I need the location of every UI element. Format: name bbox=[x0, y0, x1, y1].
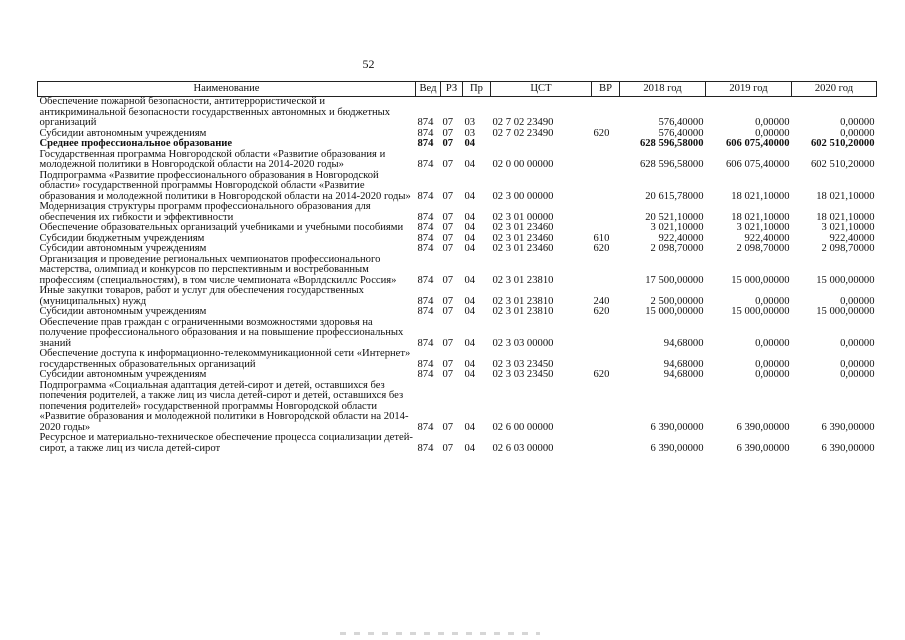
cell-pr: 04 bbox=[464, 138, 476, 149]
scan-artifact bbox=[340, 632, 540, 635]
cell-name: Подпрограмма «Развитие профессионального образования в Новгородской области» государственной программы Новгородской области «Развитие образования и молодежной политики в Новгородской области на 2014-2020 годы» bbox=[39, 169, 411, 202]
cell-y2019: 922,40000 bbox=[744, 232, 790, 244]
cell-y2020: 6 390,00000 bbox=[821, 421, 875, 433]
cell-pr: 04 bbox=[464, 274, 476, 286]
cell-pr: 04 bbox=[464, 337, 476, 349]
cell-ved: 874 bbox=[417, 232, 434, 244]
cell-ved: 874 bbox=[417, 222, 434, 233]
cell-y2018: 628 596,58000 bbox=[639, 138, 704, 149]
cell-y2018: 2 500,00000 bbox=[650, 295, 704, 307]
cell-ved: 874 bbox=[417, 442, 434, 454]
cell-y2019: 0,00000 bbox=[755, 295, 790, 307]
table-row bbox=[38, 223, 877, 234]
table-body bbox=[38, 97, 877, 455]
cell-name: Обеспечение доступа к информационно-телекоммуникационной сети «Интернет» государственных образовательных организаций bbox=[39, 348, 411, 370]
cell-vr: 620 bbox=[593, 127, 610, 139]
cell-pr: 04 bbox=[464, 190, 476, 202]
table-row bbox=[38, 370, 877, 381]
cell-y2018: 6 390,00000 bbox=[650, 442, 704, 454]
table-row bbox=[38, 139, 877, 150]
cell-y2020: 6 390,00000 bbox=[821, 442, 875, 454]
cell-ved: 874 bbox=[417, 127, 434, 139]
page-number: 52 bbox=[362, 57, 375, 71]
table-row bbox=[38, 307, 877, 318]
cell-y2018: 15 000,00000 bbox=[645, 306, 704, 317]
cell-y2018: 922,40000 bbox=[658, 232, 704, 244]
table-row bbox=[38, 349, 877, 370]
table-row bbox=[38, 97, 877, 129]
cell-y2020: 0,00000 bbox=[840, 337, 875, 349]
cell-y2019: 18 021,10000 bbox=[731, 190, 790, 202]
cell-y2020: 0,00000 bbox=[840, 369, 875, 380]
cell-name: Субсидии автономным учреждениям bbox=[39, 369, 207, 380]
cell-vr bbox=[592, 349, 620, 370]
cell-rz: 07 bbox=[442, 274, 454, 286]
cell-y2020: 0,00000 bbox=[840, 117, 875, 128]
cell-cst: 02 3 01 23460 bbox=[492, 222, 554, 233]
table-row bbox=[38, 433, 877, 454]
cell-pr: 03 bbox=[464, 127, 476, 139]
cell-y2020: 2 098,70000 bbox=[821, 243, 875, 254]
cell-vr bbox=[592, 139, 620, 150]
header-pr: Пр bbox=[463, 82, 491, 97]
cell-y2018: 94,68000 bbox=[663, 337, 704, 349]
cell-y2018: 576,40000 bbox=[658, 117, 704, 128]
cell-rz: 07 bbox=[442, 138, 454, 149]
cell-name: Ресурсное и материально-техническое обеспечение процесса социализации детей-сирот, а также лиц из числа детей-сирот bbox=[39, 432, 413, 454]
header-ved: Вед bbox=[416, 82, 441, 97]
cell-rz: 07 bbox=[442, 232, 454, 244]
cell-pr: 04 bbox=[464, 211, 476, 223]
cell-name: Субсидии автономным учреждениям bbox=[39, 127, 207, 139]
cell-rz: 07 bbox=[442, 295, 454, 307]
cell-y2020: 922,40000 bbox=[829, 232, 875, 244]
cell-cst: 02 6 03 00000 bbox=[492, 442, 554, 454]
cell-vr: 610 bbox=[593, 232, 610, 244]
cell-cst: 02 3 00 00000 bbox=[492, 190, 554, 202]
cell-y2020: 602 510,20000 bbox=[810, 138, 875, 149]
cell-pr: 04 bbox=[464, 442, 476, 454]
cell-y2019: 15 000,00000 bbox=[731, 306, 790, 317]
cell-y2019: 0,00000 bbox=[755, 358, 790, 370]
cell-rz: 07 bbox=[442, 442, 454, 454]
cell-cst: 02 3 01 23810 bbox=[492, 306, 554, 317]
header-2018: 2018 год bbox=[620, 82, 706, 97]
cell-ved: 874 bbox=[417, 306, 434, 317]
cell-vr bbox=[592, 171, 620, 203]
cell-name: Модернизация структуры программ профессионального образования для обеспечения их гибкости и эффективности bbox=[39, 201, 371, 223]
table-row bbox=[38, 150, 877, 171]
cell-y2019: 3 021,10000 bbox=[736, 222, 790, 233]
cell-pr: 04 bbox=[464, 232, 476, 244]
cell-rz: 07 bbox=[442, 159, 454, 170]
cell-cst: 02 0 00 00000 bbox=[492, 159, 554, 170]
cell-name: Иные закупки товаров, работ и услуг для обеспечения государственных (муниципальных) нужд bbox=[39, 285, 364, 307]
cell-y2018: 94,68000 bbox=[663, 358, 704, 370]
cell-y2018: 94,68000 bbox=[663, 369, 704, 380]
cell-name: Субсидии автономным учреждениям bbox=[39, 243, 207, 254]
header-name: Наименование bbox=[38, 82, 416, 97]
cell-pr: 04 bbox=[464, 295, 476, 307]
cell-cst bbox=[491, 139, 592, 150]
cell-rz: 07 bbox=[442, 190, 454, 202]
cell-y2019: 0,00000 bbox=[755, 337, 790, 349]
cell-rz: 07 bbox=[442, 222, 454, 233]
cell-y2018: 20 615,78000 bbox=[645, 190, 704, 202]
cell-rz: 07 bbox=[442, 243, 454, 254]
cell-y2020: 18 021,10000 bbox=[816, 190, 875, 202]
cell-rz: 07 bbox=[442, 369, 454, 380]
cell-y2020: 602 510,20000 bbox=[810, 159, 875, 170]
cell-cst: 02 3 01 23460 bbox=[492, 232, 554, 244]
cell-vr bbox=[592, 433, 620, 454]
cell-y2019: 15 000,00000 bbox=[731, 274, 790, 286]
cell-ved: 874 bbox=[417, 138, 434, 149]
cell-ved: 874 bbox=[417, 211, 434, 223]
cell-pr: 04 bbox=[464, 306, 476, 317]
cell-name: Организация и проведение региональных чемпионатов профессионального мастерства, олимпиад и конкурсов по перспективным и востребованным профессиям (специальностям), в том числе чемпионата «Ворлдскиллс Россия» bbox=[39, 253, 397, 286]
cell-pr: 03 bbox=[464, 117, 476, 128]
cell-vr: 620 bbox=[593, 369, 610, 380]
cell-rz: 07 bbox=[442, 421, 454, 433]
table-row bbox=[38, 171, 877, 203]
table-row bbox=[38, 286, 877, 307]
table-row bbox=[38, 244, 877, 255]
cell-rz: 07 bbox=[442, 211, 454, 223]
cell-pr: 04 bbox=[464, 222, 476, 233]
cell-y2020: 18 021,10000 bbox=[816, 211, 875, 223]
cell-pr: 04 bbox=[464, 358, 476, 370]
cell-cst: 02 7 02 23490 bbox=[492, 127, 554, 139]
cell-ved: 874 bbox=[417, 243, 434, 254]
cell-ved: 874 bbox=[417, 274, 434, 286]
cell-rz: 07 bbox=[442, 358, 454, 370]
cell-name: Субсидии автономным учреждениям bbox=[39, 306, 207, 317]
cell-cst: 02 7 02 23490 bbox=[492, 117, 554, 128]
cell-y2019: 2 098,70000 bbox=[736, 243, 790, 254]
cell-pr: 04 bbox=[464, 243, 476, 254]
cell-y2020: 15 000,00000 bbox=[816, 274, 875, 286]
cell-vr bbox=[592, 223, 620, 234]
cell-y2019: 606 075,40000 bbox=[725, 159, 790, 170]
header-2020: 2020 год bbox=[792, 82, 877, 97]
cell-y2020: 0,00000 bbox=[840, 127, 875, 139]
header-vr: ВР bbox=[592, 82, 620, 97]
cell-y2020: 15 000,00000 bbox=[816, 306, 875, 317]
cell-rz: 07 bbox=[442, 337, 454, 349]
table-row bbox=[38, 381, 877, 434]
cell-ved: 874 bbox=[417, 159, 434, 170]
cell-y2019: 0,00000 bbox=[755, 117, 790, 128]
cell-ved: 874 bbox=[417, 117, 434, 128]
cell-cst: 02 3 01 23460 bbox=[492, 243, 554, 254]
cell-vr bbox=[592, 318, 620, 350]
cell-vr bbox=[592, 150, 620, 171]
cell-ved: 874 bbox=[417, 369, 434, 380]
cell-y2019: 0,00000 bbox=[755, 127, 790, 139]
cell-y2019: 6 390,00000 bbox=[736, 421, 790, 433]
cell-name: Подпрограмма «Социальная адаптация детей-сирот и детей, оставшихся без попечения родителей, а также лиц из числа детей-сирот и детей, оставшихся без попечения родителей» государственной программы Новгородской области «Развитие образования и молодежной политики в Новгородской области на 2014-2020 годы» bbox=[39, 379, 409, 433]
cell-name: Обеспечение прав граждан с ограниченными возможностями здоровья на получение профессионального образования и на повышение профессиональных знаний bbox=[39, 316, 404, 349]
table-row bbox=[38, 255, 877, 287]
cell-y2018: 3 021,10000 bbox=[650, 222, 704, 233]
cell-y2018: 2 098,70000 bbox=[650, 243, 704, 254]
cell-y2019: 6 390,00000 bbox=[736, 442, 790, 454]
cell-vr: 620 bbox=[593, 306, 610, 317]
cell-cst: 02 3 01 00000 bbox=[492, 211, 554, 223]
cell-cst: 02 6 00 00000 bbox=[492, 421, 554, 433]
cell-ved: 874 bbox=[417, 295, 434, 307]
cell-name: Обеспечение образовательных организаций учебниками и учебными пособиями bbox=[39, 222, 404, 233]
cell-cst: 02 3 03 00000 bbox=[492, 337, 554, 349]
cell-vr bbox=[592, 255, 620, 287]
cell-name: Обеспечение пожарной безопасности, антитеррористической и антикриминальной безопасности государственных автономных и бюджетных организаций bbox=[39, 96, 391, 128]
cell-ved: 874 bbox=[417, 337, 434, 349]
cell-vr bbox=[592, 202, 620, 223]
cell-vr bbox=[592, 97, 620, 129]
budget-table bbox=[37, 81, 877, 454]
cell-pr: 04 bbox=[464, 421, 476, 433]
cell-cst: 02 3 03 23450 bbox=[492, 369, 554, 380]
cell-rz: 07 bbox=[442, 127, 454, 139]
cell-name: Субсидии бюджетным учреждениям bbox=[39, 232, 205, 244]
header-2019: 2019 год bbox=[706, 82, 792, 97]
cell-vr: 620 bbox=[593, 243, 610, 254]
cell-name: Среднее профессиональное образование bbox=[39, 138, 233, 149]
cell-cst: 02 3 03 23450 bbox=[492, 358, 554, 370]
table-row bbox=[38, 318, 877, 350]
cell-y2019: 606 075,40000 bbox=[725, 138, 790, 149]
cell-ved: 874 bbox=[417, 421, 434, 433]
cell-y2020: 0,00000 bbox=[840, 358, 875, 370]
table-row bbox=[38, 202, 877, 223]
cell-pr: 04 bbox=[464, 159, 476, 170]
cell-rz: 07 bbox=[442, 117, 454, 128]
header-row bbox=[38, 82, 877, 97]
cell-y2018: 20 521,10000 bbox=[645, 211, 704, 223]
cell-rz: 07 bbox=[442, 306, 454, 317]
cell-y2018: 576,40000 bbox=[658, 127, 704, 139]
cell-vr bbox=[592, 381, 620, 434]
cell-y2020: 3 021,10000 bbox=[821, 222, 875, 233]
cell-y2018: 17 500,00000 bbox=[645, 274, 704, 286]
cell-name: Государственная программа Новгородской области «Развитие образования и молодежной политики в Новгородской области на 2014-2020 годы» bbox=[39, 148, 386, 170]
cell-cst: 02 3 01 23810 bbox=[492, 295, 554, 307]
cell-pr: 04 bbox=[464, 369, 476, 380]
cell-y2018: 6 390,00000 bbox=[650, 421, 704, 433]
cell-y2020: 0,00000 bbox=[840, 295, 875, 307]
cell-y2019: 18 021,10000 bbox=[731, 211, 790, 223]
header-cst: ЦСТ bbox=[491, 82, 592, 97]
cell-ved: 874 bbox=[417, 358, 434, 370]
cell-y2019: 0,00000 bbox=[755, 369, 790, 380]
cell-vr: 240 bbox=[593, 295, 610, 307]
cell-ved: 874 bbox=[417, 190, 434, 202]
cell-y2018: 628 596,58000 bbox=[639, 159, 704, 170]
header-rz: РЗ bbox=[441, 82, 463, 97]
cell-cst: 02 3 01 23810 bbox=[492, 274, 554, 286]
